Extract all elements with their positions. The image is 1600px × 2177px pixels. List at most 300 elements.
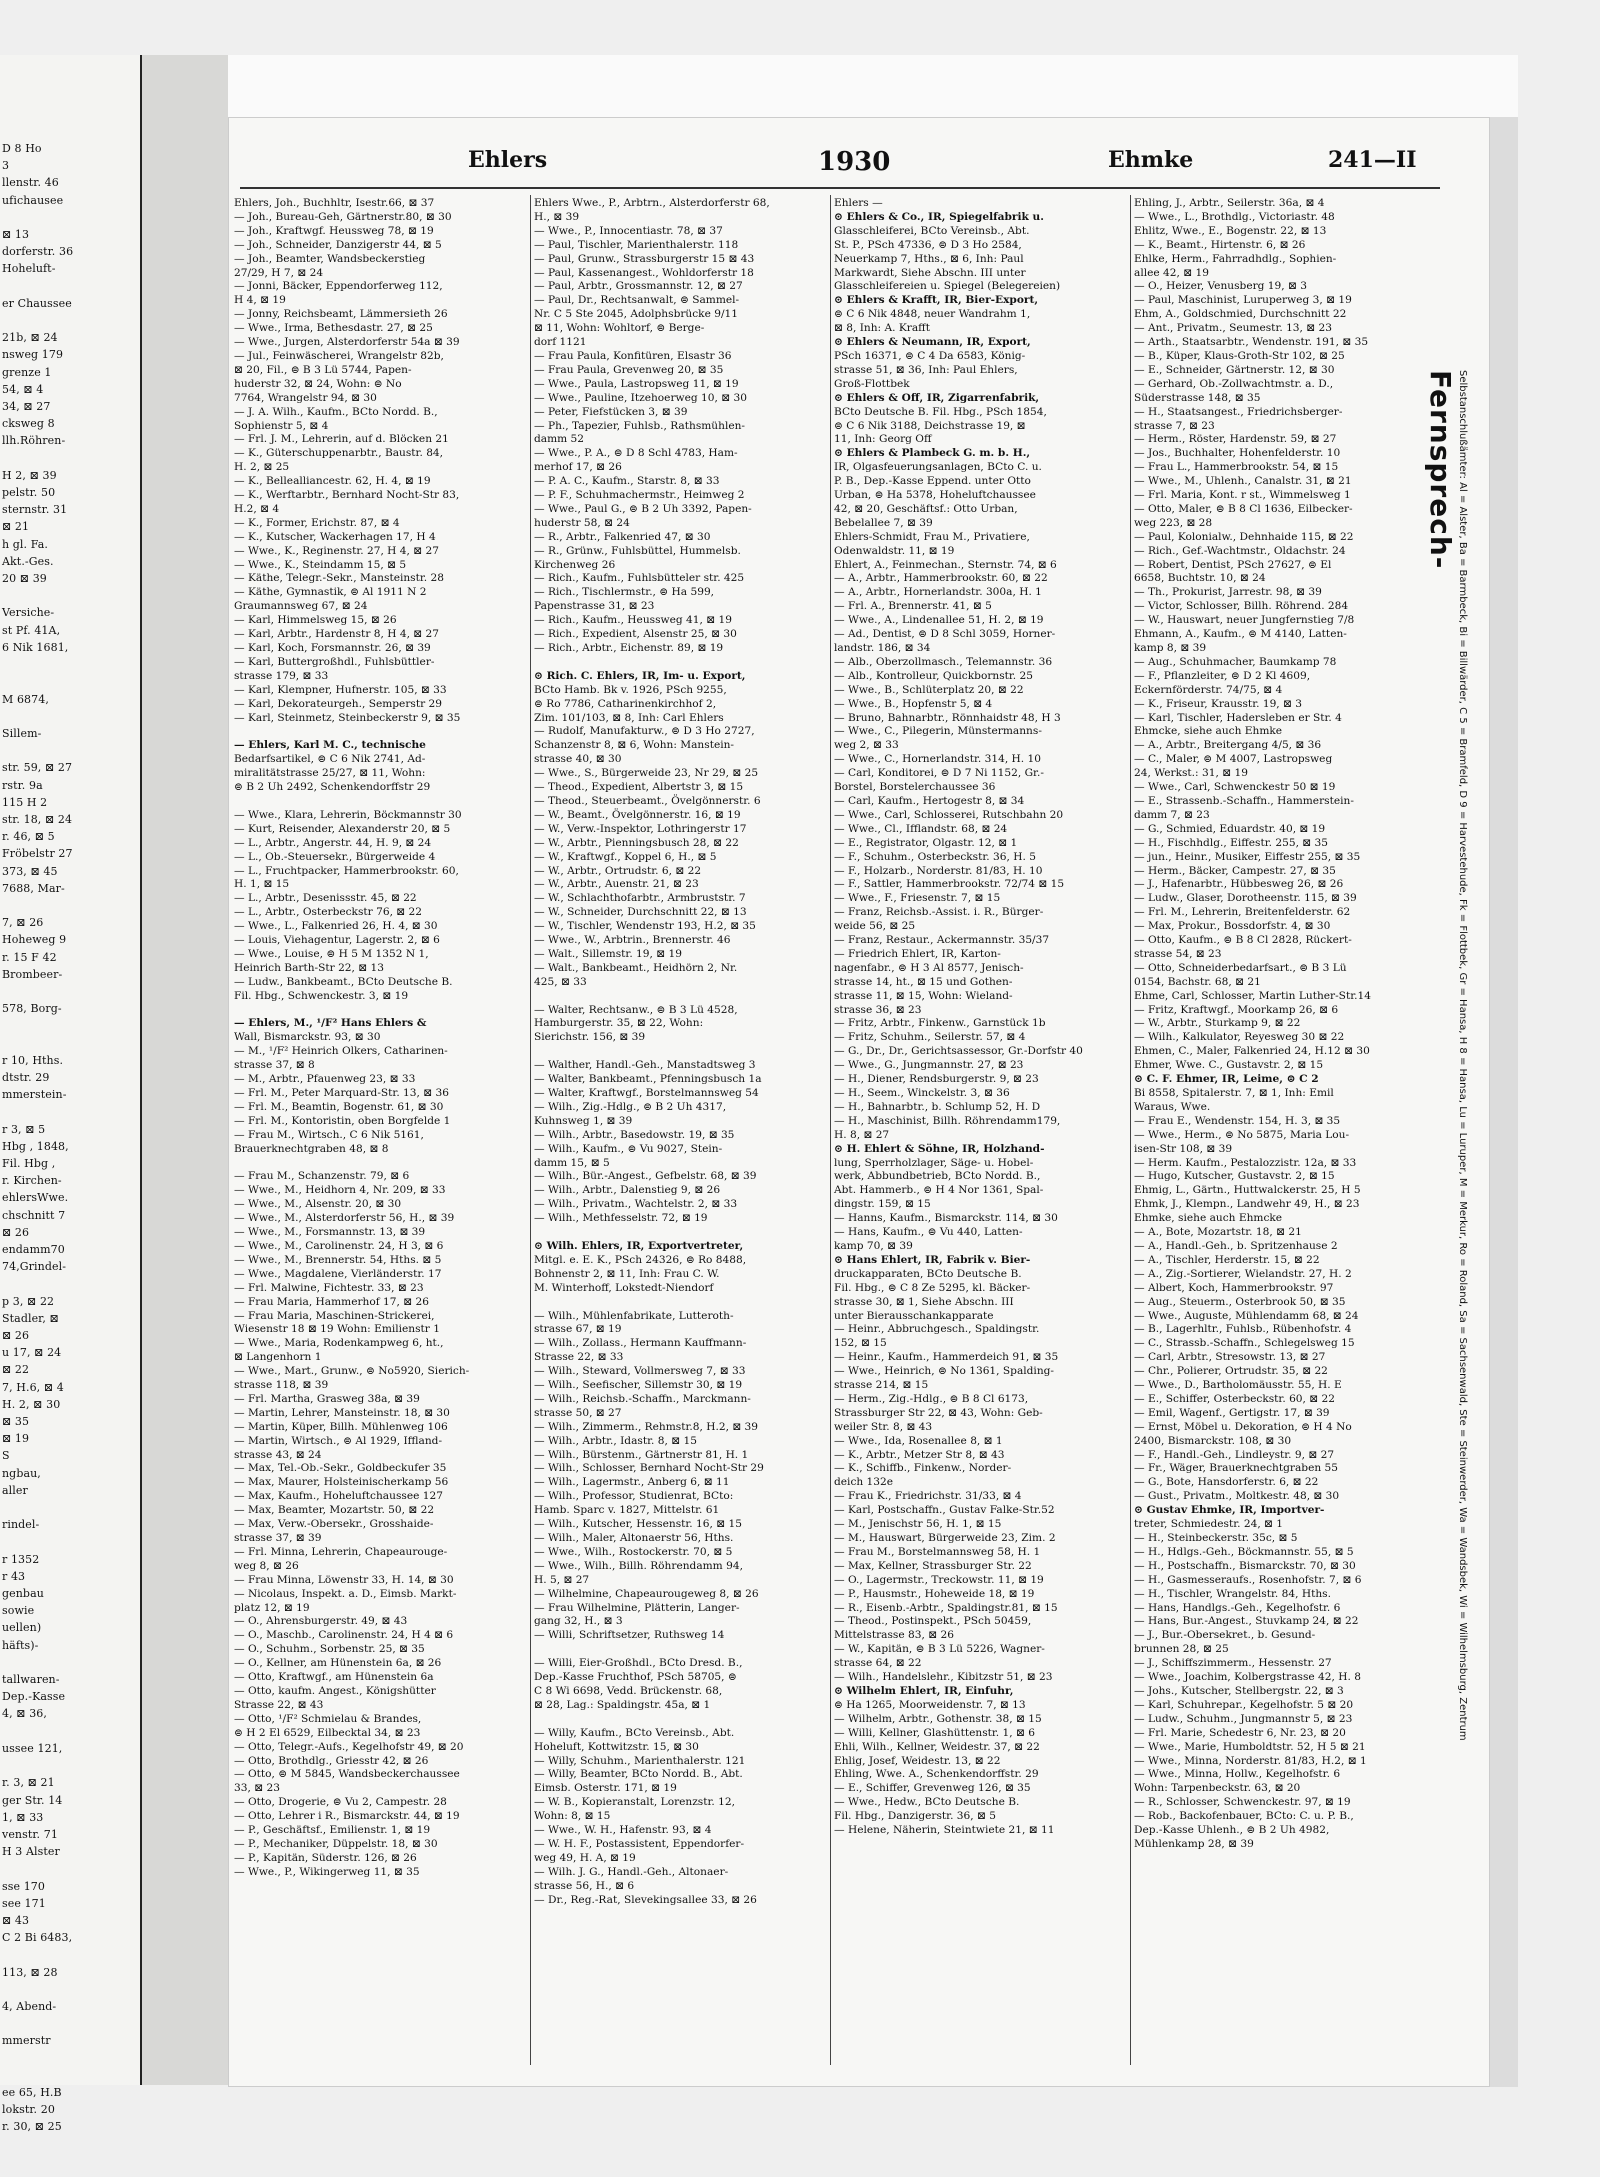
directory-entry-line: — Th., Prokurist, Jarrestr. 98, ⊠ 39 xyxy=(1134,586,1322,599)
directory-entry-line: — Ludw., Schuhm., Jungmannstr 5, ⊠ 23 xyxy=(1134,1712,1353,1725)
previous-page-line: nsweg 179 xyxy=(2,348,64,362)
directory-entry-line: — Wwe., Cl., Ifflandstr. 68, ⊠ 24 xyxy=(834,822,1008,835)
directory-entry-line: Borstel, Borstelerchaussee 36 xyxy=(834,781,996,794)
directory-entry-line: Ehme, Carl, Schlosser, Martin Luther-Str.14 xyxy=(1134,989,1371,1002)
directory-entry-line: — Hans, Bur.-Angest., Stuvkamp 24, ⊠ 22 xyxy=(1134,1615,1359,1628)
directory-entry-line: — Wwe., Hedw., BCto Deutsche B. xyxy=(834,1796,1020,1809)
directory-entry-line: damm 15, ⊠ 5 xyxy=(534,1156,610,1169)
directory-entry-line: Hoheluft, Kottwitzstr. 15, ⊠ 30 xyxy=(534,1740,699,1753)
directory-entry-line: dingstr. 159, ⊠ 15 xyxy=(834,1198,931,1211)
previous-page-line: r 10, Hths. xyxy=(2,1053,64,1067)
directory-entry-line: — F., Holzarb., Norderstr. 81/83, H. 10 xyxy=(834,864,1043,877)
directory-entry-line: 7764, Wrangelstr 94, ⊠ 30 xyxy=(234,391,377,404)
directory-entry-line: — Wwe., P. A., ⊜ D 8 Schl 4783, Ham- xyxy=(534,447,738,460)
directory-entry-line: — Wwe., Marie, Humboldtstr. 52, H 5 ⊠ 21 xyxy=(1134,1740,1366,1753)
directory-entry-line: Brauerknechtgraben 48, ⊠ 8 xyxy=(234,1142,389,1155)
directory-entry-line: — E., Schiffer, Osterbeckstr. 60, ⊠ 22 xyxy=(1134,1392,1336,1405)
directory-entry-line: — R., Grünw., Fuhlsbüttel, Hummelsb. xyxy=(534,544,741,557)
directory-entry-line: H.2, ⊠ 4 xyxy=(234,502,280,515)
directory-entry-line: — Wwe., Irma, Bethesdastr. 27, ⊠ 25 xyxy=(234,322,433,335)
directory-entry-line: Strassburger Str 22, ⊠ 43, Wohn: Geb- xyxy=(834,1406,1043,1419)
directory-entry-line: — Willi, Kellner, Glashüttenstr. 1, ⊠ 6 xyxy=(834,1726,1035,1739)
directory-entry-line: — Karl, Tischler, Hadersleben er Str. 4 xyxy=(1134,711,1342,724)
directory-entry-line: — Wwe., W. H., Hafenstr. 93, ⊠ 4 xyxy=(534,1824,712,1837)
directory-entry-line: Ehmann, A., Kaufm., ⊜ M 4140, Latten- xyxy=(1134,628,1347,641)
directory-entry-line: — Theod., Steuerbeamt., Övelgönnerstr. 6 xyxy=(534,794,761,807)
directory-entry-line: Ehlitz, Wwe., E., Bogenstr. 22, ⊠ 13 xyxy=(1134,224,1327,237)
directory-entry-line: Ehmer, Wwe. C., Gustavstr. 2, ⊠ 15 xyxy=(1134,1059,1324,1072)
directory-entry-line: — Frau Paula, Grevenweg 20, ⊠ 35 xyxy=(534,363,724,376)
directory-entry-line: — Willi, Eier-Großhdl., BCto Dresd. B., xyxy=(534,1657,743,1670)
directory-entry-line: — Rich., Kaufm., Fuhlsbütteler str. 425 xyxy=(534,572,745,585)
directory-entry-line: — Dr., Reg.-Rat, Slevekingsallee 33, ⊠ 26 xyxy=(534,1893,757,1906)
directory-entry-line: brunnen 28, ⊠ 25 xyxy=(1134,1643,1229,1656)
directory-entry-line: — R., Schlosser, Schwenckestr. 97, ⊠ 19 xyxy=(1134,1796,1351,1809)
previous-page-line: Hoheluft- xyxy=(2,262,56,276)
previous-page-line: ⊠ 35 xyxy=(2,1415,30,1429)
directory-entry-line: — P., Geschäftsf., Emilienstr. 1, ⊠ 19 xyxy=(234,1824,431,1837)
directory-entry-line: — Walter, Rechtsanw., ⊜ B 3 Lü 4528, xyxy=(534,1003,738,1016)
page-number: 241—II xyxy=(1328,147,1417,173)
directory-entry-line: — Paul, Kolonialw., Dehnhaide 115, ⊠ 22 xyxy=(1134,530,1354,543)
previous-page-line: llenstr. 46 xyxy=(2,176,59,190)
directory-entry-line: — A., Handl.-Geh., b. Spritzenhause 2 xyxy=(1134,1239,1338,1252)
directory-entry-line: — H., Tischler, Wrangelstr. 84, Hths. xyxy=(1134,1587,1331,1600)
directory-entry-line: BCto Deutsche B. Fil. Hbg., PSch 1854, xyxy=(834,405,1047,418)
directory-entry-line: ⊙ Ehlers & Plambeck G. m. b. H., xyxy=(834,447,1031,460)
directory-entry-line: — Wilh., Zollass., Hermann Kauffmann- xyxy=(534,1337,747,1350)
directory-entry-line: ⊙ C. F. Ehmer, IR, Leime, ⊜ C 2 xyxy=(1134,1073,1319,1086)
directory-entry-line: — L., Ob.-Steuersekr., Bürgerweide 4 xyxy=(234,850,436,863)
directory-entry-line: — Kurt, Reisender, Alexanderstr 20, ⊠ 5 xyxy=(234,822,451,835)
directory-entry-line: Groß-Flottbek xyxy=(834,377,910,390)
directory-entry-line: — Wwe., M., Carolinenstr. 24, H 3, ⊠ 6 xyxy=(234,1239,444,1252)
previous-page-line xyxy=(2,1860,140,1877)
previous-page-line: ⊠ 26 xyxy=(2,1329,30,1343)
directory-entry-line: huderstr 32, ⊠ 24, Wohn: ⊜ No xyxy=(234,377,402,390)
previous-page-line: lokstr. 20 xyxy=(2,2103,55,2117)
previous-page-line: Fröbelstr 27 xyxy=(2,847,73,861)
directory-entry-line: — W. B., Kopieranstalt, Lorenzstr. 12, xyxy=(534,1796,735,1809)
directory-entry-line: — H., Hdlgs.-Geh., Böckmannstr. 55, ⊠ 5 xyxy=(1134,1545,1354,1558)
directory-entry-line: — W., Beamt., Övelgönnerstr. 16, ⊠ 19 xyxy=(534,808,741,821)
directory-entry-line: ⊠ 28, Lag.: Spaldingstr. 45a, ⊠ 1 xyxy=(534,1698,711,1711)
previous-page-line: Fil. Hbg , xyxy=(2,1156,56,1170)
directory-entry-line: — W., Schlachthofarbtr., Armbruststr. 7 xyxy=(534,892,746,905)
directory-entry-line: — Joh., Kraftwgf. Heussweg 78, ⊠ 19 xyxy=(234,224,434,237)
directory-entry-line: — Jonny, Reichsbeamt, Lämmersieth 26 xyxy=(234,308,448,321)
column-divider xyxy=(830,195,831,2065)
previous-page-line: ⊠ 43 xyxy=(2,1913,30,1927)
directory-entry-line: strasse 43, ⊠ 24 xyxy=(234,1448,322,1461)
previous-page-line: ussee 121, xyxy=(2,1741,63,1755)
directory-entry-line: strasse 37, ⊠ 39 xyxy=(234,1532,322,1544)
directory-entry-line: — Frau M., Wirtsch., C 6 Nik 5161, xyxy=(234,1128,424,1141)
directory-entry-line: ⊜ C 6 Nik 4848, neuer Wandrahm 1, xyxy=(834,308,1031,321)
directory-entry-line: H 4, ⊠ 19 xyxy=(234,294,286,307)
directory-entry-line: — Wilh., Schlosser, Bernhard Nocht-Str 29 xyxy=(534,1462,764,1475)
directory-entry-line: — Wwe., Louise, ⊜ H 5 M 1352 N 1, xyxy=(234,947,429,960)
directory-entry-line: — Frau Maria, Maschinen-Strickerei, xyxy=(234,1309,435,1322)
directory-entry-line: lung, Sperrholzlager, Säge- u. Hobel- xyxy=(834,1156,1034,1169)
directory-entry-line: — Herm., Zig.-Hdlg., ⊜ B 8 Cl 6173, xyxy=(834,1392,1029,1405)
previous-page-line: sowie xyxy=(2,1604,35,1618)
previous-page-line: Akt.-Ges. xyxy=(2,554,54,568)
directory-entry-line: ⊙ Wilh. Ehlers, IR, Exportvertreter, xyxy=(534,1239,744,1252)
directory-entry-line: — Wwe., Heinrich, ⊜ No 1361, Spalding- xyxy=(834,1365,1055,1378)
directory-entry-line: — W., Verw.-Inspektor, Lothringerstr 17 xyxy=(534,822,747,835)
previous-page-line: C 2 Bi 6483, xyxy=(2,1931,73,1945)
directory-entry-line: — F., Pflanzleiter, ⊜ D 2 Kl 4609, xyxy=(1134,669,1311,682)
directory-entry-line: — Walter, Bankbeamt., Pfenningsbusch 1a xyxy=(534,1073,762,1086)
directory-entry-line: — Wilh., Maler, Altonaerstr 56, Hths. xyxy=(534,1532,734,1544)
directory-entry-line: ⊙ Ehlers & Krafft, IR, Bier-Export, xyxy=(834,294,1039,307)
directory-entry-line: — P. A. C., Kaufm., Starstr. 8, ⊠ 33 xyxy=(534,475,720,488)
directory-entry-line: weide 56, ⊠ 25 xyxy=(834,920,916,933)
directory-entry-line: Ehlers Wwe., P., Arbtrn., Alsterdorferstr 68, xyxy=(534,197,770,209)
previous-page-line: 373, ⊠ 45 xyxy=(2,864,58,878)
previous-page-line: 3 xyxy=(2,159,10,173)
previous-page-line xyxy=(2,1654,140,1671)
previous-page-line: H 2, ⊠ 39 xyxy=(2,468,57,482)
directory-entry-line: — Wwe., G., Jungmannstr. 27, ⊠ 23 xyxy=(834,1059,1024,1072)
previous-page-line xyxy=(2,1757,140,1774)
directory-entry-line: — Rich., Arbtr., Eichenstr. 89, ⊠ 19 xyxy=(534,642,724,654)
directory-entry-line: — J. A. Wilh., Kaufm., BCto Nordd. B., xyxy=(234,405,438,418)
previous-page-line: u 17, ⊠ 24 xyxy=(2,1346,62,1360)
directory-entry-line: — Fritz, Kraftwgf., Moorkamp 26, ⊠ 6 xyxy=(1134,1003,1339,1016)
directory-entry-line: ⊠ 11, Wohn: Wohltorf, ⊜ Berge- xyxy=(534,322,705,335)
directory-entry-line: damm 7, ⊠ 23 xyxy=(1134,808,1210,821)
directory-entry-line: — Gust., Privatm., Moltkestr. 48, ⊠ 30 xyxy=(1134,1490,1340,1503)
directory-entry-line: — Wwe., F., Friesenstr. 7, ⊠ 15 xyxy=(834,892,1001,905)
previous-page-line: st Pf. 41A, xyxy=(2,623,61,637)
directory-entry-line: unter Bierausschankapparate xyxy=(834,1309,994,1322)
directory-entry-line: — Frl. Malwine, Fichtestr. 33, ⊠ 23 xyxy=(234,1281,424,1294)
directory-entry-line: — Otto, Kraftwgf., am Hünenstein 6a xyxy=(234,1671,434,1684)
directory-entry-line: Wohn: 8, ⊠ 15 xyxy=(534,1810,611,1823)
directory-entry-line: — P., Kapitän, Süderstr. 126, ⊠ 26 xyxy=(234,1851,417,1864)
directory-entry-line: — Wwe., M., Heidhorn 4, Nr. 209, ⊠ 33 xyxy=(234,1184,446,1197)
directory-entry-line: — Louis, Viehagentur, Lagerstr. 2, ⊠ 6 xyxy=(234,934,440,947)
directory-entry-line: — Peter, Fiefstücken 3, ⊠ 39 xyxy=(534,405,688,418)
directory-entry-line: Fil. Hbg., ⊜ C 8 Ze 5295, kl. Bäcker- xyxy=(834,1281,1031,1294)
directory-entry-line: — P. F., Schuhmachermstr., Heimweg 2 xyxy=(534,489,745,502)
previous-page-line: 4, ⊠ 36, xyxy=(2,1707,47,1721)
previous-page-line: M 6874, xyxy=(2,692,49,706)
directory-entry-line: — Karl, Steinmetz, Steinbeckerstr 9, ⊠ 35 xyxy=(234,711,461,724)
directory-entry-line: strasse 64, ⊠ 22 xyxy=(834,1657,922,1670)
directory-entry-line: strasse 30, ⊠ 1, Siehe Abschn. III xyxy=(834,1295,1014,1308)
previous-page-line: 21b, ⊠ 24 xyxy=(2,331,58,345)
directory-entry-line: — Otto, Lehrer i R., Bismarckstr. 44, ⊠ 19 xyxy=(234,1810,460,1823)
directory-entry-line: ⊜ H 2 El 6529, Eilbecktal 34, ⊠ 23 xyxy=(234,1726,421,1739)
directory-entry-line: — H., Maschinist, Billh. Röhrendamm179, xyxy=(834,1114,1061,1127)
directory-entry-line: — Wwe., M., Alsterdorferstr 56, H., ⊠ 39 xyxy=(234,1212,455,1225)
previous-page-line xyxy=(2,1275,140,1292)
directory-entry-line: — M., Hauswart, Bürgerweide 23, Zim. 2 xyxy=(834,1532,1056,1544)
directory-entry-line: — Johs., Kutscher, Stellbergstr. 22, ⊠ 3 xyxy=(1134,1684,1344,1697)
previous-page-line: 113, ⊠ 28 xyxy=(2,1965,58,1979)
directory-entry-line: — Wwe., Wilh., Billh. Röhrendamm 94, xyxy=(534,1559,743,1572)
directory-entry-line: — Wwe., P., Wikingerweg 11, ⊠ 35 xyxy=(234,1865,420,1878)
directory-entry-line: — W., Kapitän, ⊜ B 3 Lü 5226, Wagner- xyxy=(834,1643,1045,1656)
directory-entry-line: — Otto, Kaufm., ⊜ B 8 Cl 2828, Rückert- xyxy=(1134,934,1352,947)
directory-entry-line: H. 2, ⊠ 25 xyxy=(234,461,290,474)
directory-entry-line: — Frl. Marie, Schedestr 6, Nr. 23, ⊠ 20 xyxy=(1134,1726,1346,1739)
directory-entry-line: Urban, ⊜ Ha 5378, Hoheluftchaussee xyxy=(834,489,1036,502)
directory-entry-line: Heinrich Barth-Str 22, ⊠ 13 xyxy=(234,961,385,974)
directory-entry-line: strasse 14, ht., ⊠ 15 und Gothen- xyxy=(834,975,1013,988)
previous-page-line: str. 18, ⊠ 24 xyxy=(2,812,73,826)
directory-entry-line: — Wilh., Zimmerm., Rehmstr.8, H.2, ⊠ 39 xyxy=(534,1420,759,1433)
previous-page-line xyxy=(2,587,140,604)
directory-entry-line: Ehling, J., Arbtr., Seilerstr. 36a, ⊠ 4 xyxy=(1134,197,1325,209)
directory-entry-line: — O., Ahrensburgerstr. 49, ⊠ 43 xyxy=(234,1615,408,1628)
directory-entry-line: platz 12, ⊠ 19 xyxy=(234,1601,310,1614)
previous-page-line: 20 ⊠ 39 xyxy=(2,572,47,586)
directory-entry-line: 42, ⊠ 20, Geschäftsf.: Otto Urban, xyxy=(834,502,1018,515)
directory-entry-line: — Wwe., K., Reginenstr. 27, H 4, ⊠ 27 xyxy=(234,544,439,557)
directory-entry-line: — Gerhard, Ob.-Zollwachtmstr. a. D., xyxy=(1134,377,1334,390)
directory-entry-line: 27/29, H 7, ⊠ 24 xyxy=(234,266,324,279)
directory-entry-line: — Wilhelm, Arbtr., Gothenstr. 38, ⊠ 15 xyxy=(834,1712,1042,1725)
directory-entry-line: 6658, Buchtstr. 10, ⊠ 24 xyxy=(1134,572,1266,585)
directory-entry-line: — Karl, Buttergroßhdl., Fuhlsbüttler- xyxy=(234,655,435,668)
directory-entry-line: Süderstrasse 148, ⊠ 35 xyxy=(1134,391,1261,404)
directory-entry-line: — Karl, Postschaffn., Gustav Falke-Str.52 xyxy=(834,1504,1055,1517)
directory-entry-line: — Wilh., Methfesselstr. 72, ⊠ 19 xyxy=(534,1212,708,1225)
directory-entry-line: — Carl, Konditorei, ⊜ D 7 Ni 1152, Gr.- xyxy=(834,767,1044,780)
directory-entry-line: — Wwe., Herm., ⊜ No 5875, Maria Lou- xyxy=(1134,1128,1350,1141)
directory-entry-line: — Wwe., Minna, Hollw., Kegelhofstr. 6 xyxy=(1134,1768,1341,1781)
previous-page-line: mmerstr xyxy=(2,2034,51,2048)
previous-page-line xyxy=(2,656,140,673)
directory-entry-line: Ehlert, A., Feinmechan., Sternstr. 74, ⊠ 6 xyxy=(834,558,1057,571)
directory-entry-line: strasse 50, ⊠ 27 xyxy=(534,1406,622,1419)
header-end-word: Ehmke xyxy=(1108,147,1194,173)
directory-entry-line: — W. H. F., Postassistent, Eppendorfer- xyxy=(534,1837,745,1850)
directory-entry-line: Odenwaldstr. 11, ⊠ 19 xyxy=(834,544,955,557)
directory-entry-line: Waraus, Wwe. xyxy=(1134,1100,1211,1113)
directory-entry-line: — Wwe., P., Innocentiastr. 78, ⊠ 37 xyxy=(534,224,723,237)
directory-entry-line: — Frl. Minna, Lehrerin, Chapeaurouge- xyxy=(234,1545,448,1558)
directory-entry-line: — Albert, Koch, Hammerbrookstr. 97 xyxy=(1134,1281,1334,1294)
previous-page-line: ⊠ 26 xyxy=(2,1225,30,1239)
directory-entry-line: ⊙ Wilhelm Ehlert, IR, Einfuhr, xyxy=(834,1684,1014,1697)
directory-entry-line: — K., Former, Erichstr. 87, ⊠ 4 xyxy=(234,516,400,529)
side-label-title: Fernsprech- xyxy=(1424,370,1457,570)
previous-page-line: r. 30, ⊠ 25 xyxy=(2,2120,62,2134)
directory-entry-line: strasse 56, H., ⊠ 6 xyxy=(534,1879,635,1892)
directory-entry-line: — Jos., Buchhalter, Hohenfelderstr. 10 xyxy=(1134,447,1341,460)
directory-entry-line: — Joh., Bureau-Geh, Gärtnerstr.80, ⊠ 30 xyxy=(234,210,452,223)
directory-entry-line: — Paul, Tischler, Marienthalerstr. 118 xyxy=(534,238,739,251)
directory-entry-line: — Walt., Bankbeamt., Heidhörn 2, Nr. xyxy=(534,961,738,974)
directory-entry-line: — Wwe., M., Uhlenh., Canalstr. 31, ⊠ 21 xyxy=(1134,475,1352,488)
directory-entry-line: — Karl, Arbtr., Hardenstr 8, H 4, ⊠ 27 xyxy=(234,628,440,641)
directory-entry-line: — Wilh., Bür.-Angest., Gefbelstr. 68, ⊠ 39 xyxy=(534,1170,757,1183)
directory-entry-line: — Wilh., Mühlenfabrikate, Lutteroth- xyxy=(534,1309,734,1322)
directory-entry-line: St. P., PSch 47336, ⊜ D 3 Ho 2584, xyxy=(834,238,1022,251)
directory-entry-line: deich 132e xyxy=(834,1476,894,1489)
previous-page-line xyxy=(2,1946,140,1963)
directory-entry-line: — Max, Kaufm., Hoheluftchaussee 127 xyxy=(234,1490,443,1503)
directory-entry-line: — Wwe., Auguste, Mühlendamm 68, ⊠ 24 xyxy=(1134,1309,1359,1322)
directory-entry-line: — Wilh., Zig.-Hdlg., ⊜ B 2 Uh 4317, xyxy=(534,1100,727,1113)
previous-page-line: uellen) xyxy=(2,1621,42,1635)
directory-entry-line: Ehm, A., Goldschmied, Durchschnitt 22 xyxy=(1134,308,1347,321)
directory-entry-line: ⊠ 8, Inh: A. Krafft xyxy=(834,322,930,335)
directory-entry-line: — Wwe., Wilh., Rostockerstr. 70, ⊠ 5 xyxy=(534,1545,733,1558)
directory-entry-line: — Alb., Kontrolleur, Quickbornstr. 25 xyxy=(834,669,1034,682)
directory-entry-line: Eimsb. Osterstr. 171, ⊠ 19 xyxy=(534,1782,677,1795)
directory-entry-line: — Frau Maria, Hammerhof 17, ⊠ 26 xyxy=(234,1295,429,1308)
directory-entry-line: — J., Bur.-Obersekret., b. Gesund- xyxy=(1134,1629,1316,1642)
directory-entry-line: — Wilh., Arbtr., Basedowstr. 19, ⊠ 35 xyxy=(534,1128,735,1141)
directory-entry-line: ⊜ Ha 1265, Moorweidenstr. 7, ⊠ 13 xyxy=(834,1698,1026,1711)
directory-entry-line: — K., Kutscher, Wackerhagen 17, H 4 xyxy=(234,530,436,543)
directory-entry-line: damm 52 xyxy=(534,433,585,446)
previous-page-line: cksweg 8 xyxy=(2,417,55,431)
directory-entry-line: — Franz, Reichsb.-Assist. i. R., Bürger- xyxy=(834,906,1044,919)
directory-entry-line: ⊙ Hans Ehlert, IR, Fabrik v. Bier- xyxy=(834,1253,1031,1266)
directory-entry-line: ⊙ Ehlers & Off, IR, Zigarrenfabrik, xyxy=(834,391,1040,404)
column-divider xyxy=(530,195,531,2065)
directory-entry-line: — Frl. M., Kontoristin, oben Borgfelde 1 xyxy=(234,1114,451,1127)
directory-entry-line: — K., Bellealliancestr. 62, H. 4, ⊠ 19 xyxy=(234,475,431,488)
directory-entry-line: strasse 37, ⊠ 8 xyxy=(234,1059,315,1072)
directory-entry-line: strasse 67, ⊠ 19 xyxy=(534,1323,622,1336)
directory-entry-line: Ehli, Wilh., Kellner, Weidestr. 37, ⊠ 22 xyxy=(834,1740,1040,1753)
previous-page-edge xyxy=(0,55,142,2134)
previous-page-line: h gl. Fa. xyxy=(2,537,48,551)
directory-entry-line: Mittelstrasse 83, ⊠ 26 xyxy=(834,1629,954,1642)
previous-page-line: llh.Röhren- xyxy=(2,434,66,448)
directory-entry-line: Glasschleiferei, BCto Vereinsb., Abt. xyxy=(834,224,1030,237)
directory-entry-line: ⊠ 20, Fil., ⊜ B 3 Lü 5744, Papen- xyxy=(234,363,412,376)
directory-entry-line: — Martin, Küper, Billh. Mühlenweg 106 xyxy=(234,1420,448,1433)
previous-page-line: ee 65, H.B xyxy=(2,2085,62,2099)
previous-page-line: dorferstr. 36 xyxy=(2,245,74,259)
directory-entry-line: — Rich., Tischlermstr., ⊜ Ha 599, xyxy=(534,586,715,599)
directory-entry-line: — Paul, Kassenangest., Wohldorferstr 18 xyxy=(534,266,754,279)
directory-entry-line: weg 2, ⊠ 33 xyxy=(834,739,899,752)
directory-entry-line: huderstr 58, ⊠ 24 xyxy=(534,516,630,529)
directory-entry-line xyxy=(234,795,526,809)
directory-entry-line: — Ant., Privatm., Seumestr. 13, ⊠ 23 xyxy=(1134,322,1333,335)
directory-entry-line: — Wilh. J. G., Handl.-Geh., Altonaer- xyxy=(534,1865,729,1878)
previous-page-line xyxy=(2,1533,140,1550)
previous-page-line: sse 170 xyxy=(2,1879,45,1893)
directory-entry-line: — Fr., Wäger, Brauerknechtgraben 55 xyxy=(1134,1462,1339,1475)
directory-entry-line: — Aug., Steuerm., Osterbrook 50, ⊠ 35 xyxy=(1134,1295,1346,1308)
directory-entry-line: allee 42, ⊠ 19 xyxy=(1134,266,1209,279)
page-header xyxy=(248,147,1428,187)
directory-entry-line: — Otto, Maler, ⊜ B 8 Cl 1636, Eilbecker- xyxy=(1134,502,1353,515)
directory-entry-line: 11, Inh: Georg Off xyxy=(834,433,932,446)
directory-entry-line: — Wwe., Paul G., ⊜ B 2 Uh 3392, Papen- xyxy=(534,502,752,515)
previous-page-line: ufichausee xyxy=(2,193,64,207)
directory-entry-line: Ehmke, siehe auch Ehmcke xyxy=(1134,1212,1283,1225)
directory-entry-line: — Joh., Beamter, Wandsbeckerstieg xyxy=(234,252,426,265)
previous-page-line: ehlersWwe. xyxy=(2,1191,69,1205)
directory-entry-line: ⊙ Rich. C. Ehlers, IR, Im- u. Export, xyxy=(534,669,746,682)
previous-page-line: sternstr. 31 xyxy=(2,503,68,517)
directory-entry-line: — C., Strassb.-Schaffn., Schlegelsweg 15 xyxy=(1134,1337,1355,1350)
previous-page-line xyxy=(2,2050,140,2067)
directory-entry-line: strasse 40, ⊠ 30 xyxy=(534,753,622,766)
previous-page-line: chschnitt 7 xyxy=(2,1208,66,1222)
directory-entry-line: — O., Schuhm., Sorbenstr. 25, ⊠ 35 xyxy=(234,1643,425,1656)
directory-entry-line: — Paul, Dr., Rechtsanwalt, ⊜ Sammel- xyxy=(534,294,740,307)
directory-entry-line: — Wwe., Minna, Norderstr. 81/83, H.2, ⊠ 1 xyxy=(1134,1754,1367,1767)
previous-page-line: häfts)- xyxy=(2,1638,39,1652)
directory-entry-line: — O., Kellner, am Hünenstein 6a, ⊠ 26 xyxy=(234,1657,442,1670)
directory-entry-line xyxy=(534,1296,826,1310)
directory-entry-line: Bohnenstr 2, ⊠ 11, Inh: Frau C. W. xyxy=(534,1267,720,1280)
directory-entry-line: — Wwe., K., Steindamm 15, ⊠ 5 xyxy=(234,558,407,571)
directory-entry-line: werk, Abbundbetrieb, BCto Nordd. B., xyxy=(834,1170,1041,1183)
directory-entry-line: — Wwe., L., Brothdlg., Victoriastr. 48 xyxy=(1134,210,1335,223)
previous-page-line: r 3, ⊠ 5 xyxy=(2,1122,46,1136)
directory-entry-line: — A., Zig.-Sortierer, Wielandstr. 27, H. 2 xyxy=(1134,1267,1352,1280)
previous-page-line: tallwaren- xyxy=(2,1673,60,1687)
previous-page-line: ⊠ 22 xyxy=(2,1363,30,1377)
directory-entry-line: — Paul, Grunw., Strassburgerstr 15 ⊠ 43 xyxy=(534,252,755,265)
directory-entry-line: — Wilh., Kutscher, Hessenstr. 16, ⊠ 15 xyxy=(534,1518,742,1531)
directory-entry-line: — R., Eisenb.-Arbtr., Spaldingstr.81, ⊠ 15 xyxy=(834,1601,1058,1614)
directory-entry-line: Wall, Bismarckstr. 93, ⊠ 30 xyxy=(234,1031,381,1044)
previous-page-line xyxy=(2,1723,140,1740)
directory-entry-line: gang 32, H., ⊠ 3 xyxy=(534,1615,623,1628)
directory-entry-line: 24, Werkst.: 31, ⊠ 19 xyxy=(1134,767,1248,780)
directory-entry-line: — Wilh., Kaufm., ⊜ Vu 9027, Stein- xyxy=(534,1142,723,1155)
directory-entry-line: — Wilh., Privatm., Wachtelstr. 2, ⊠ 33 xyxy=(534,1198,738,1211)
previous-page-line: endamm70 xyxy=(2,1243,65,1256)
previous-page-line: r 1352 xyxy=(2,1552,40,1566)
directory-entry-line xyxy=(534,1226,826,1240)
directory-entry-line: ⊠ Langenhorn 1 xyxy=(234,1351,322,1364)
directory-entry-line: Wohn: Tarpenbeckstr. 63, ⊠ 20 xyxy=(1134,1782,1301,1795)
previous-page-line: genbau xyxy=(2,1587,44,1601)
listing-column-1 xyxy=(234,197,526,1880)
directory-entry-line: Ehlers, Joh., Buchhltr, Isestr.66, ⊠ 37 xyxy=(234,197,435,209)
side-label-exchanges: Selbstanschlußämter: Al = Alster, Ba = Barmbeck, Bi = Billwärder, C 5 = Bramfeld, D 9 = Harvestehude, Fk = Flottbek, Gr = Hansa, H 8 = Hansa, Lu = Luruper, M = Merkur, Ro = Roland, Sa = Sachsenwald, Ste = Steinwerder, Wa = Wandsbek, Wi = Wilhelmsburg, Zentrum xyxy=(1457,370,1468,1741)
directory-entry-line: — M., ¹/F² Heinrich Olkers, Catharinen- xyxy=(234,1045,448,1058)
directory-entry-line: nagenfabr., ⊜ H 3 Al 8577, Jenisch- xyxy=(834,961,1024,974)
directory-entry-line: Ehmig, L., Gärtn., Huttwalckerstr. 25, H 5 xyxy=(1134,1184,1361,1197)
directory-entry-line: — Frau Minna, Löwenstr 33, H. 14, ⊠ 30 xyxy=(234,1573,454,1586)
directory-entry-line: — Willy, Kaufm., BCto Vereinsb., Abt. xyxy=(534,1726,735,1739)
directory-entry-line: — Hanns, Kaufm., Bismarckstr. 114, ⊠ 30 xyxy=(834,1212,1058,1225)
directory-entry-line: Sophienstr 5, ⊠ 4 xyxy=(234,419,329,432)
directory-entry-line: ⊙ Ehlers & Neumann, IR, Export, xyxy=(834,336,1031,349)
header-year: 1930 xyxy=(818,147,891,177)
directory-entry-line: — W., Tischler, Wendenstr 193, H.2, ⊠ 35 xyxy=(534,920,756,933)
directory-entry-line: — Willy, Beamter, BCto Nordd. B., Abt. xyxy=(534,1768,743,1781)
directory-entry-line: — Aug., Schuhmacher, Baumkamp 78 xyxy=(1134,655,1337,668)
previous-page-line: dtstr. 29 xyxy=(2,1070,50,1084)
directory-entry-line: — K., Arbtr., Metzer Str 8, ⊠ 43 xyxy=(834,1448,1005,1461)
directory-entry-line: — H., Gasmesseraufs., Rosenhofstr. 7, ⊠ 6 xyxy=(1134,1573,1362,1586)
directory-entry-line: BCto Hamb. Bk v. 1926, PSch 9255, xyxy=(534,683,727,696)
previous-page-line xyxy=(2,1103,140,1120)
directory-entry-line: — O., Maschb., Carolinenstr. 24, H 4 ⊠ 6 xyxy=(234,1629,454,1642)
previous-page-line: 74,Grindel- xyxy=(2,1260,67,1274)
directory-entry-line: — L., Arbtr., Desenissstr. 45, ⊠ 22 xyxy=(234,892,417,905)
directory-entry-line: — Chr., Polierer, Ortrudstr. 35, ⊠ 22 xyxy=(1134,1365,1328,1378)
